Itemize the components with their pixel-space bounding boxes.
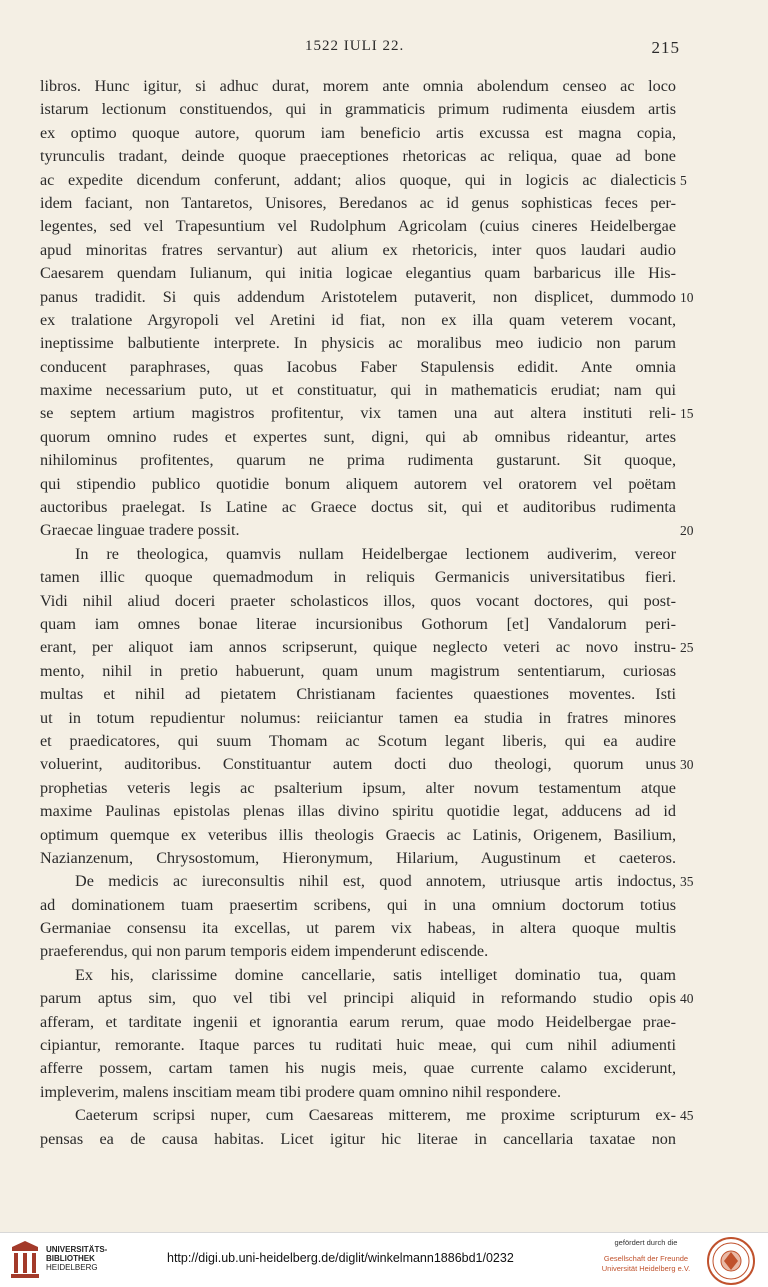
library-name: [46, 1245, 107, 1272]
text-line: [40, 1057, 676, 1080]
line-text: Caeterum scripsi nuper, cum Caesareas mitterem, me proxime scripturum ex-: [75, 1106, 676, 1125]
body-text: [40, 75, 694, 1151]
line-number: 40: [680, 991, 694, 1007]
line-text: istarum lectionum constituendos, qui in grammaticis primum rudimenta eiusdem artis: [40, 100, 676, 119]
text-line: [40, 870, 694, 893]
line-text: ut in totum repudientur nolumus: reiiciantur tamen ea studia in fratres minores: [40, 708, 676, 727]
text-line: [40, 1104, 694, 1127]
line-number: 30: [680, 757, 694, 773]
line-text: se septem artium magistros profitentur, vix tamen una aut altera instituti reli-: [40, 404, 676, 423]
line-text: idem faciant, non Tantaretos, Unisores, Beredanos ac id genus sophisticas feces per-: [40, 193, 676, 212]
line-text: multas et nihil ad pietatem Christianam facientes quaestiones moventes. Isti: [40, 685, 676, 704]
text-line: [40, 426, 676, 449]
line-text: panus tradidit. Si quis addendum Aristotelem putaverit, non displicet, dummodo: [40, 287, 676, 306]
line-text: ineptissime balbutiente interprete. In physicis ac moralibus meo iudicio non parum: [40, 334, 676, 353]
text-line: [40, 590, 676, 613]
university-seal-icon[interactable]: [706, 1236, 756, 1286]
text-line: [40, 496, 676, 519]
text-line: [40, 636, 694, 659]
text-line: [40, 940, 676, 963]
text-line: [40, 707, 676, 730]
line-text: et praedicatores, qui suum Thomam ac Scotum legant liberis, qui ea audire: [40, 731, 676, 750]
text-line: [40, 800, 676, 823]
line-text: nihilominus profitentes, quarum ne prima rudimenta gustarunt. Sit quoque,: [40, 451, 676, 470]
library-name-line: BIBLIOTHEK: [46, 1254, 95, 1263]
line-text: cipiantur, remorante. Itaque parces tu ruditati huic meae, qui cum nihil adiumenti: [40, 1036, 676, 1055]
line-number: 45: [680, 1108, 694, 1124]
text-line: [40, 75, 676, 98]
running-head: [40, 38, 680, 60]
text-line: [40, 145, 676, 168]
text-line: [40, 730, 676, 753]
library-name-line: HEIDELBERG: [46, 1263, 98, 1272]
line-text: erant, per aliquot iam annos scripserunt, quique neglecto veteri ac novo instru-: [40, 638, 676, 657]
text-line: [40, 964, 676, 987]
text-line: [40, 356, 676, 379]
running-title: 1522 IULI 22.: [305, 38, 405, 54]
text-line: [40, 566, 676, 589]
text-line: [40, 1011, 676, 1034]
document-url-link[interactable]: http://digi.ub.uni-heidelberg.de/diglit/winkelmann1886bd1/0232: [167, 1251, 514, 1265]
line-text: qui stipendio publico quotidie bonum aliquem autorem vel oratorem vel poëtam: [40, 474, 676, 493]
line-number: 20: [680, 523, 694, 539]
line-text: quorum omnino rudes et expertes sunt, digni, qui ab omnibus rideantur, artes: [40, 427, 676, 446]
line-text: afferre possem, cartam tamen his nugis meis, quae currente calamo exciderunt,: [40, 1059, 676, 1078]
line-number: 5: [680, 172, 687, 188]
text-line: [40, 262, 676, 285]
text-line: [40, 449, 676, 472]
text-line: [40, 1081, 676, 1104]
line-text: prophetias veteris legis ac psalterium ipsum, alter novum testamentum atque: [40, 778, 676, 797]
sponsor-org: Universität Heidelberg e.V.: [601, 1264, 691, 1273]
text-line: [40, 98, 676, 121]
library-name-line: UNIVERSITÄTS-: [46, 1245, 108, 1254]
line-number: 15: [680, 406, 694, 422]
text-line: [40, 332, 676, 355]
line-text: auctoribus praelegat. Is Latine ac Graece doctus sit, qui et auditoribus rudimenta: [40, 498, 676, 517]
line-text: voluerint, auditoribus. Constituantur autem docti duo theologi, quorum unus: [40, 755, 676, 774]
line-text: maxime necessarium puto, ut et constituatur, qui in mathematicis erudiat; nam qui: [40, 381, 676, 400]
text-line: [40, 543, 676, 566]
line-text: optimum quemque ex veteribus illis theologis Graecis ac Latinis, Origenem, Basilium,: [40, 825, 676, 844]
line-text: maxime Paulinas epistolas plenas illas divino spiritu quotidie legat, adducens ad id: [40, 802, 676, 821]
line-text: libros. Hunc igitur, si adhuc durat, morem ante omnia abolendum censeo ac loco: [40, 77, 676, 95]
line-text: Caesarem quendam Iulianum, qui initia logicae elegantius quam barbaricus ille His-: [40, 264, 676, 283]
line-text: quam iam omnes bonae literae incursionibus Gothorum [et] Vandalorum peri-: [40, 614, 676, 633]
line-text: ac expedite dicendum conferunt, addant; alios quoque, qui in logicis ac dialecticis: [40, 170, 676, 189]
text-line: [40, 847, 676, 870]
text-line: [40, 379, 676, 402]
text-line: [40, 917, 676, 940]
sponsor-credit: [590, 1238, 702, 1274]
text-line: [40, 309, 676, 332]
text-line: [40, 192, 676, 215]
line-text: Germaniae consensu ita excellas, ut parem vix habeas, in altera quoque multis: [40, 919, 676, 938]
text-line: [40, 894, 676, 917]
text-line: [40, 824, 676, 847]
line-text: Ex his, clarissime domine cancellarie, satis intelliget dominatio tua, quam: [75, 965, 676, 984]
text-line: [40, 169, 687, 192]
line-text: impleverim, malens inscitiam meam tibi prodere quam omnino nihil respondere.: [40, 1082, 562, 1101]
line-text: tyrunculis tradant, deinde quoque praeceptiones rhetoricas ac reliqua, quae ad bone: [40, 147, 676, 166]
line-text: pensas ea de causa habitas. Licet igitur hic literae in cancellaria taxatae non: [40, 1129, 676, 1148]
line-number: 10: [680, 289, 694, 305]
footer-bar: [0, 1232, 768, 1287]
text-line: [40, 122, 676, 145]
text-line: [40, 402, 694, 425]
line-text: De medicis ac iureconsultis nihil est, quod annotem, utriusque artis indoctus,: [75, 872, 676, 891]
sponsor-label: gefördert durch die: [614, 1238, 678, 1247]
line-text: praeferendus, qui non parum temporis eidem impenderunt ediscende.: [40, 942, 489, 961]
text-line: [40, 777, 676, 800]
text-line: [40, 286, 694, 309]
text-line: [40, 215, 676, 238]
text-line: [40, 613, 676, 636]
text-line: [40, 660, 676, 683]
text-line: [40, 519, 694, 542]
line-text: tamen illic quoque quemadmodum in reliquis Germanicis universitatibus fieri.: [40, 568, 676, 587]
text-line: [40, 987, 694, 1010]
text-line: [40, 1034, 676, 1057]
line-number: 25: [680, 640, 694, 656]
text-line: [40, 683, 676, 706]
line-text: mento, nihil in pretio habuerunt, quam unum magistrum sententiarum, curiosas: [40, 661, 676, 680]
line-text: Vidi nihil aliud doceri praeter scholasticos illos, quos vocant doctores, qui post-: [40, 591, 676, 610]
library-logo-icon[interactable]: [8, 1239, 42, 1281]
line-text: ex optimo quoque autore, quorum iam beneficio artis excussa est magna copia,: [40, 123, 676, 142]
line-text: Graecae linguae tradere possit.: [40, 521, 240, 540]
line-text: afferam, et tarditate ingenii et ignorantia earum rerum, quae modo Heidelbergae prae-: [40, 1012, 676, 1031]
page-number: 215: [651, 38, 680, 57]
text-line: [40, 753, 694, 776]
line-text: conducent paraphrases, quas Iacobus Faber Stapulensis edidit. Ante omnia: [40, 357, 676, 376]
line-text: Nazianzenum, Chrysostomum, Hieronymum, Hilarium, Augustinum et caeteros.: [40, 848, 676, 867]
line-text: ex tralatione Argyropoli vel Aretini id fiat, non ex illa quam veterem vocant,: [40, 310, 676, 329]
text-line: [40, 1128, 676, 1151]
sponsor-org: Gesellschaft der Freunde: [603, 1254, 689, 1263]
text-line: [40, 473, 676, 496]
line-text: apud minoritas fratres servantur) aut alium ex rhetoricis, inter quos laudari audio: [40, 240, 676, 259]
line-text: parum aptus sim, quo vel tibi vel principi aliquid in reformando studio opis: [40, 989, 676, 1008]
line-number: 35: [680, 874, 694, 890]
line-text: In re theologica, quamvis nullam Heidelbergae lectionem audiverim, vereor: [75, 544, 676, 563]
line-text: ad dominationem tuam praesertim scribens, qui in una omnium doctorum totius: [40, 895, 676, 914]
text-line: [40, 239, 676, 262]
line-text: legentes, sed vel Trapesuntium vel Rudolphum Agricolam (cuius cineres Heidelbergae: [40, 217, 676, 236]
